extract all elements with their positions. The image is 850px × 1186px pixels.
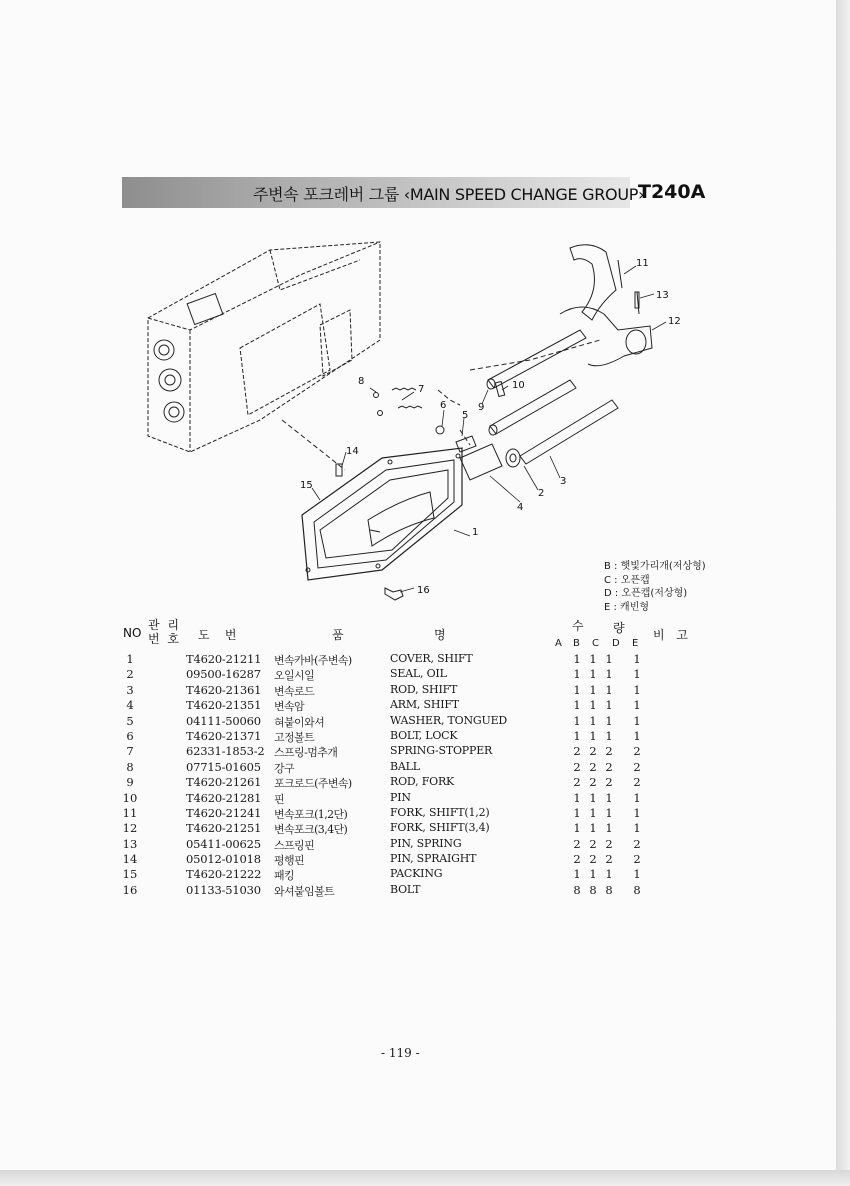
row-name-korean: 변속암 <box>274 700 305 714</box>
shift-arm-and-seal <box>436 426 520 480</box>
row-name-english: PIN, SPRAIGHT <box>390 852 477 866</box>
row-qty-d: 2 <box>605 744 613 759</box>
row-no: 12 <box>122 821 138 836</box>
row-qty-c: 1 <box>589 682 597 697</box>
row-name-korean: 포크로드(주변속) <box>274 777 352 791</box>
header-mgmt-top: 관 리 <box>148 618 181 632</box>
table-row <box>0 652 836 667</box>
header-letter-d: D <box>612 638 620 649</box>
row-qty-e: 2 <box>633 759 641 774</box>
row-name-korean: 오일시일 <box>274 669 315 683</box>
callout-1: 1 <box>472 527 479 538</box>
shift-cover-assembly <box>302 448 462 580</box>
row-qty-d: 1 <box>605 652 613 666</box>
row-no: 1 <box>126 652 134 666</box>
row-qty-b: 2 <box>573 852 581 867</box>
row-drawing-no: T4620-21371 <box>186 728 262 743</box>
row-name-english: SEAL, OIL <box>390 667 447 681</box>
row-no: 14 <box>122 852 138 867</box>
fork-rods <box>487 330 618 464</box>
row-qty-c: 1 <box>589 821 597 836</box>
row-qty-e: 1 <box>633 805 641 820</box>
row-no: 2 <box>126 667 134 682</box>
row-drawing-no: T4620-21222 <box>186 867 262 882</box>
row-drawing-no: T4620-21241 <box>186 805 262 820</box>
model-code: T240A <box>638 181 706 203</box>
row-qty-c: 2 <box>589 852 597 867</box>
row-name-english: FORK, SHIFT(3,4) <box>390 821 490 835</box>
row-qty-c: 1 <box>589 698 597 713</box>
row-qty-b: 1 <box>573 805 581 820</box>
table-row <box>0 698 836 713</box>
table-row <box>0 775 836 790</box>
row-qty-e: 1 <box>633 698 641 713</box>
row-qty-e: 1 <box>633 790 641 805</box>
callout-8: 8 <box>358 376 365 387</box>
row-name-korean: 핀 <box>274 792 285 806</box>
row-qty-b: 1 <box>573 821 581 836</box>
row-name-korean: 변속포크(1,2단) <box>274 807 348 821</box>
page-edge-bottom <box>0 1170 850 1186</box>
table-row <box>0 744 836 759</box>
variant-legend <box>604 560 706 614</box>
row-qty-e: 1 <box>633 728 641 743</box>
row-no: 13 <box>122 836 138 851</box>
row-qty-b: 1 <box>573 713 581 728</box>
page-number: - 119 - <box>381 1046 420 1060</box>
row-qty-b: 1 <box>573 652 581 666</box>
row-no: 4 <box>126 698 134 713</box>
row-qty-c: 2 <box>589 836 597 851</box>
header-letter-e: E <box>632 638 639 649</box>
row-qty-e: 2 <box>633 744 641 759</box>
callout-7: 7 <box>418 384 425 395</box>
row-no: 10 <box>122 790 138 805</box>
row-qty-d: 2 <box>605 775 613 790</box>
row-qty-c: 2 <box>589 744 597 759</box>
header-name-1: 품 <box>332 628 344 642</box>
row-qty-d: 1 <box>605 867 613 882</box>
bolt-16 <box>385 588 403 600</box>
table-row <box>0 714 836 729</box>
row-name-english: BALL <box>390 759 420 773</box>
row-qty-d: 8 <box>605 882 613 897</box>
row-qty-d: 1 <box>605 667 613 682</box>
row-qty-d: 1 <box>605 790 613 805</box>
spring-stoppers <box>374 388 423 416</box>
row-qty-e: 2 <box>633 836 641 851</box>
row-qty-d: 1 <box>605 821 613 836</box>
row-qty-e: 2 <box>633 775 641 790</box>
parts-table <box>0 652 836 898</box>
row-no: 11 <box>122 805 138 820</box>
row-qty-e: 1 <box>633 713 641 728</box>
row-no: 15 <box>122 867 138 882</box>
row-qty-c: 1 <box>589 728 597 743</box>
row-drawing-no: 05411-00625 <box>186 836 261 851</box>
row-qty-e: 1 <box>633 867 641 882</box>
header-no: NO <box>123 626 142 640</box>
legend-item-e: E : 캐빈형 <box>604 601 650 613</box>
row-drawing-no: T4620-21351 <box>186 698 262 713</box>
page-title: 주변속 포크레버 그룹 ‹MAIN SPEED CHANGE GROUP› <box>253 185 645 204</box>
row-no: 7 <box>126 744 134 759</box>
row-qty-b: 1 <box>573 667 581 682</box>
row-name-english: ROD, SHIFT <box>390 682 458 696</box>
row-qty-b: 1 <box>573 682 581 697</box>
row-qty-c: 8 <box>589 882 597 897</box>
row-name-korean: 스프링-멈추개 <box>274 746 338 760</box>
row-qty-c: 2 <box>589 775 597 790</box>
callout-11: 11 <box>636 258 649 269</box>
row-name-english: WASHER, TONGUED <box>390 713 508 727</box>
row-drawing-no: 07715-01605 <box>186 759 261 774</box>
header-remarks: 비 고 <box>653 628 692 642</box>
legend-item-c: C : 오픈캡 <box>604 574 650 586</box>
row-name-korean: 스프링핀 <box>274 838 315 852</box>
row-qty-b: 2 <box>573 744 581 759</box>
row-drawing-no: T4620-21211 <box>186 652 262 666</box>
row-name-english: PACKING <box>390 867 443 881</box>
table-row <box>0 883 836 898</box>
row-qty-b: 1 <box>573 867 581 882</box>
row-qty-c: 1 <box>589 652 597 666</box>
row-qty-b: 8 <box>573 882 581 897</box>
row-no: 6 <box>126 728 134 743</box>
row-no: 5 <box>126 713 134 728</box>
row-name-korean: 강구 <box>274 761 295 775</box>
row-qty-b: 1 <box>573 698 581 713</box>
row-name-english: ARM, SHIFT <box>390 698 459 712</box>
table-row <box>0 760 836 775</box>
row-drawing-no: 62331-1853-2 <box>186 744 265 759</box>
row-name-korean: 패킹 <box>274 869 295 883</box>
page-edge-right <box>836 0 850 1186</box>
row-qty-c: 2 <box>589 759 597 774</box>
row-drawing-no: 01133-51030 <box>186 882 261 897</box>
callout-3: 3 <box>560 476 567 487</box>
header-name-2: 명 <box>434 628 446 642</box>
legend-item-b: B : 햇빛가리개(저상형) <box>604 561 706 572</box>
row-qty-c: 1 <box>589 713 597 728</box>
row-drawing-no: T4620-21361 <box>186 682 262 697</box>
row-drawing-no: 09500-16287 <box>186 667 261 682</box>
callout-12: 12 <box>668 316 681 327</box>
row-name-korean: 변속로드 <box>274 684 315 698</box>
callout-16: 16 <box>417 585 430 596</box>
header-letter-c: C <box>592 638 599 649</box>
row-qty-d: 1 <box>605 713 613 728</box>
table-row <box>0 852 836 867</box>
legend-item-d: D : 오픈캡(저상형) <box>604 588 688 599</box>
row-qty-d: 2 <box>605 852 613 867</box>
row-name-english: BOLT <box>390 882 421 896</box>
table-row <box>0 806 836 821</box>
callout-13: 13 <box>656 290 669 301</box>
row-qty-d: 2 <box>605 759 613 774</box>
header-qty-1: 수 <box>572 619 584 633</box>
row-name-korean: 평행핀 <box>274 854 305 868</box>
row-drawing-no: 04111-50060 <box>186 713 261 728</box>
callout-10: 10 <box>512 380 525 391</box>
row-name-korean: 혀붙이와셔 <box>274 715 325 729</box>
row-name-english: COVER, SHIFT <box>390 652 473 665</box>
row-name-korean: 고정볼트 <box>274 730 315 744</box>
row-no: 9 <box>126 775 134 790</box>
header-mgmt-bottom: 번 호 <box>148 632 181 646</box>
table-row <box>0 837 836 852</box>
callout-9: 9 <box>478 402 485 413</box>
row-qty-b: 1 <box>573 728 581 743</box>
row-qty-c: 1 <box>589 667 597 682</box>
row-name-english: FORK, SHIFT(1,2) <box>390 805 490 819</box>
callout-4: 4 <box>517 502 524 513</box>
row-qty-d: 1 <box>605 682 613 697</box>
row-qty-e: 1 <box>633 821 641 836</box>
row-no: 16 <box>122 882 138 897</box>
row-qty-e: 1 <box>633 652 641 666</box>
callout-14: 14 <box>346 446 359 457</box>
row-name-english: SPRING-STOPPER <box>390 744 493 758</box>
callout-2: 2 <box>538 488 545 499</box>
row-qty-b: 1 <box>573 790 581 805</box>
table-row <box>0 683 836 698</box>
row-qty-b: 2 <box>573 775 581 790</box>
row-qty-c: 1 <box>589 790 597 805</box>
row-name-english: BOLT, LOCK <box>390 728 458 742</box>
row-drawing-no: 05012-01018 <box>186 852 261 867</box>
row-qty-e: 8 <box>633 882 641 897</box>
row-drawing-no: T4620-21261 <box>186 775 262 790</box>
row-qty-d: 2 <box>605 836 613 851</box>
case-front-bores <box>154 294 223 422</box>
transmission-case <box>148 242 380 452</box>
row-name-english: PIN, SPRING <box>390 836 462 850</box>
header-qty-2: 량 <box>613 621 625 635</box>
row-qty-e: 1 <box>633 667 641 682</box>
row-no: 3 <box>126 682 134 697</box>
header-drawing-no: 도 번 <box>198 628 237 642</box>
header-letter-a: A <box>555 638 562 649</box>
row-qty-d: 1 <box>605 728 613 743</box>
row-qty-b: 2 <box>573 759 581 774</box>
header-letter-b: B <box>573 638 580 649</box>
row-qty-d: 1 <box>605 805 613 820</box>
callout-6: 6 <box>440 400 447 411</box>
table-row <box>0 729 836 744</box>
table-row <box>0 791 836 806</box>
row-qty-b: 2 <box>573 836 581 851</box>
row-drawing-no: T4620-21251 <box>186 821 262 836</box>
row-drawing-no: T4620-21281 <box>186 790 262 805</box>
table-row <box>0 667 836 682</box>
row-name-korean: 변속포크(3,4단) <box>274 823 348 837</box>
row-name-korean: 변속카바(주변속) <box>274 654 352 667</box>
row-qty-c: 1 <box>589 867 597 882</box>
row-qty-e: 2 <box>633 852 641 867</box>
row-no: 8 <box>126 759 134 774</box>
row-name-english: ROD, FORK <box>390 775 455 789</box>
table-row <box>0 867 836 882</box>
callout-5: 5 <box>462 410 469 421</box>
row-qty-d: 1 <box>605 698 613 713</box>
row-qty-e: 1 <box>633 682 641 697</box>
row-name-korean: 와셔붙임볼트 <box>274 884 335 898</box>
table-row <box>0 821 836 836</box>
callout-15: 15 <box>300 480 313 491</box>
row-qty-c: 1 <box>589 805 597 820</box>
row-name-english: PIN <box>390 790 411 804</box>
